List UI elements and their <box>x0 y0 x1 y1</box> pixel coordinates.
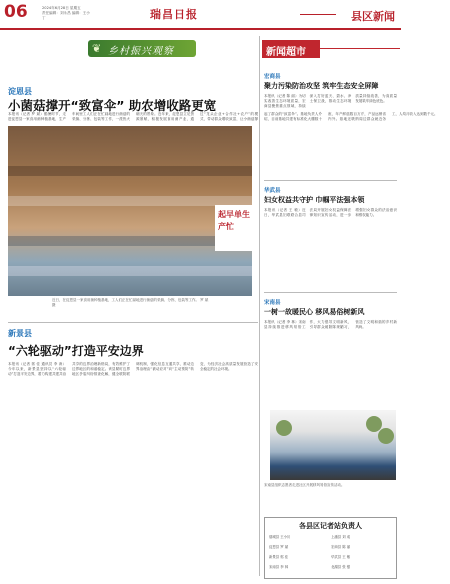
item3-photo-note: 宋南县组织志愿者走进社区开展移风易俗宣传活动。 <box>264 483 345 487</box>
news-supermarket-title: 新闻超市 <box>266 47 306 58</box>
masthead-rule <box>300 14 336 15</box>
lead-headline: 小菌菇撑开“致富伞” 助农增收路更宽 <box>8 98 217 113</box>
editor-row: 瑞城县 王小川 上潘县 刘 成 <box>269 535 351 539</box>
editor-row: 宋南县 李 林 北湖县 张 强 <box>269 565 351 569</box>
news-supermarket-header <box>262 40 320 58</box>
column-banner <box>88 40 196 57</box>
item1-area: 宏商县 <box>264 74 281 80</box>
lead-photo-caption: 起早单生产忙 <box>215 205 255 251</box>
item1-body: 本报讯（记者 陈 丽）为切实改善生态环境质量，宏商县聚焦重点领域，持续深入打好蓝天、碧水、净土保卫战，推动生态环境质量持续改善，为高质量发展筑牢绿色底色。 <box>264 94 397 109</box>
item3-headline: 一树一故暖民心 移风易俗树新风 <box>264 308 365 316</box>
editor-row: 新景县 郭 佳 华武县 王 敏 <box>269 555 351 559</box>
second-headline: “六轮驱动”打造平安边界 <box>8 344 144 358</box>
banner-text: 乡村振兴观察 <box>108 46 174 57</box>
masthead <box>0 0 401 30</box>
editors-box <box>264 517 397 579</box>
item3-body: 本报讯（记者 李 林）宋南县持续推进移风易俗工作，大力倡导文明新风，引导群众破除陈规陋习，营造了文明和谐的乡村新风尚。 <box>264 320 397 330</box>
item3-photo <box>270 410 396 480</box>
item3-area: 宋南县 <box>264 300 281 306</box>
item2-body: 本报讯（记者 王 敏）近日，华武县妇联联合县司法局开展妇女权益保障法律知识宣传活动，进一步增强妇女群众的法治意识和维权能力。 <box>264 208 397 218</box>
leaf-icon: ❦ <box>92 42 102 55</box>
meta-date: 2024年6月28日 星期五 <box>42 6 81 10</box>
newspaper-name: 瑞昌日报 <box>150 8 198 21</box>
second-body: 本报讯（记者 郭 佳 通讯员 李 涛）今年以来，新景县坚持以“六轮驱动”打造平安边界，着力构建共建共治共享的边界治理新格局，有效维护了边界地区的和谐稳定。该县紧盯边界地区矛盾纠纷排查化解，健全联防联调机制，强化信息互通共享，推动边界治理由“被动应对”向“主动预防”转变，为经济社会高质量发展营造了安全稳定的社会环境。 <box>8 362 258 377</box>
section-name: 县区新闻 <box>351 10 395 23</box>
lead-area-label: 淀恩县 <box>8 87 32 96</box>
item-divider <box>264 292 397 293</box>
page-number: 06 <box>4 2 28 22</box>
column-divider <box>259 36 260 576</box>
editor-row: 淀恩县 罗 斌 宏商县 陈 丽 <box>269 545 351 549</box>
item2-headline: 妇女权益共守护 巾帼平法强本领 <box>264 196 365 204</box>
item-divider <box>264 180 397 181</box>
lead-body-top: 本报讯（记者 罗 斌）酷暑时节，走进淀恩县一家食用菌种植基地，生产车间里工人们正在忙碌地进行菌菇的采摘、分拣、包装等工作，一派热火朝天的景象。近年来，淀恩县立足资源禀赋，积极发展食用菌产业，通过“龙头企业+合作社+农户”的模式，带动群众增收致富，让小菌菇撑起了群众的“致富伞”。基地负责人介绍，目前基地共建有标准化大棚数十座，年产鲜菇数百万斤，产品远销省内外。基地还吸纳周边群众就近务工，人均月收入达到数千元。 <box>8 112 438 122</box>
masthead-meta <box>42 6 92 21</box>
header-rule <box>320 48 400 49</box>
item2-area: 华武县 <box>264 188 281 194</box>
meta-editors: 责任编辑：刘永昌 编辑：王小丁 <box>42 11 90 20</box>
second-area-label: 新景县 <box>8 329 32 338</box>
editors-title: 各县区记者站负责人 <box>299 522 362 530</box>
lead-photo-note: 近日，在淀恩县一家食用菌种植基地，工人们正在忙碌地进行菌菇的采摘、分拣、包装等工作。 罗 斌 摄 <box>52 298 209 307</box>
item1-headline: 聚力污染防治攻坚 筑牢生态安全屏障 <box>264 82 379 90</box>
story-divider <box>8 322 258 323</box>
lead-body-bottom <box>8 310 258 318</box>
